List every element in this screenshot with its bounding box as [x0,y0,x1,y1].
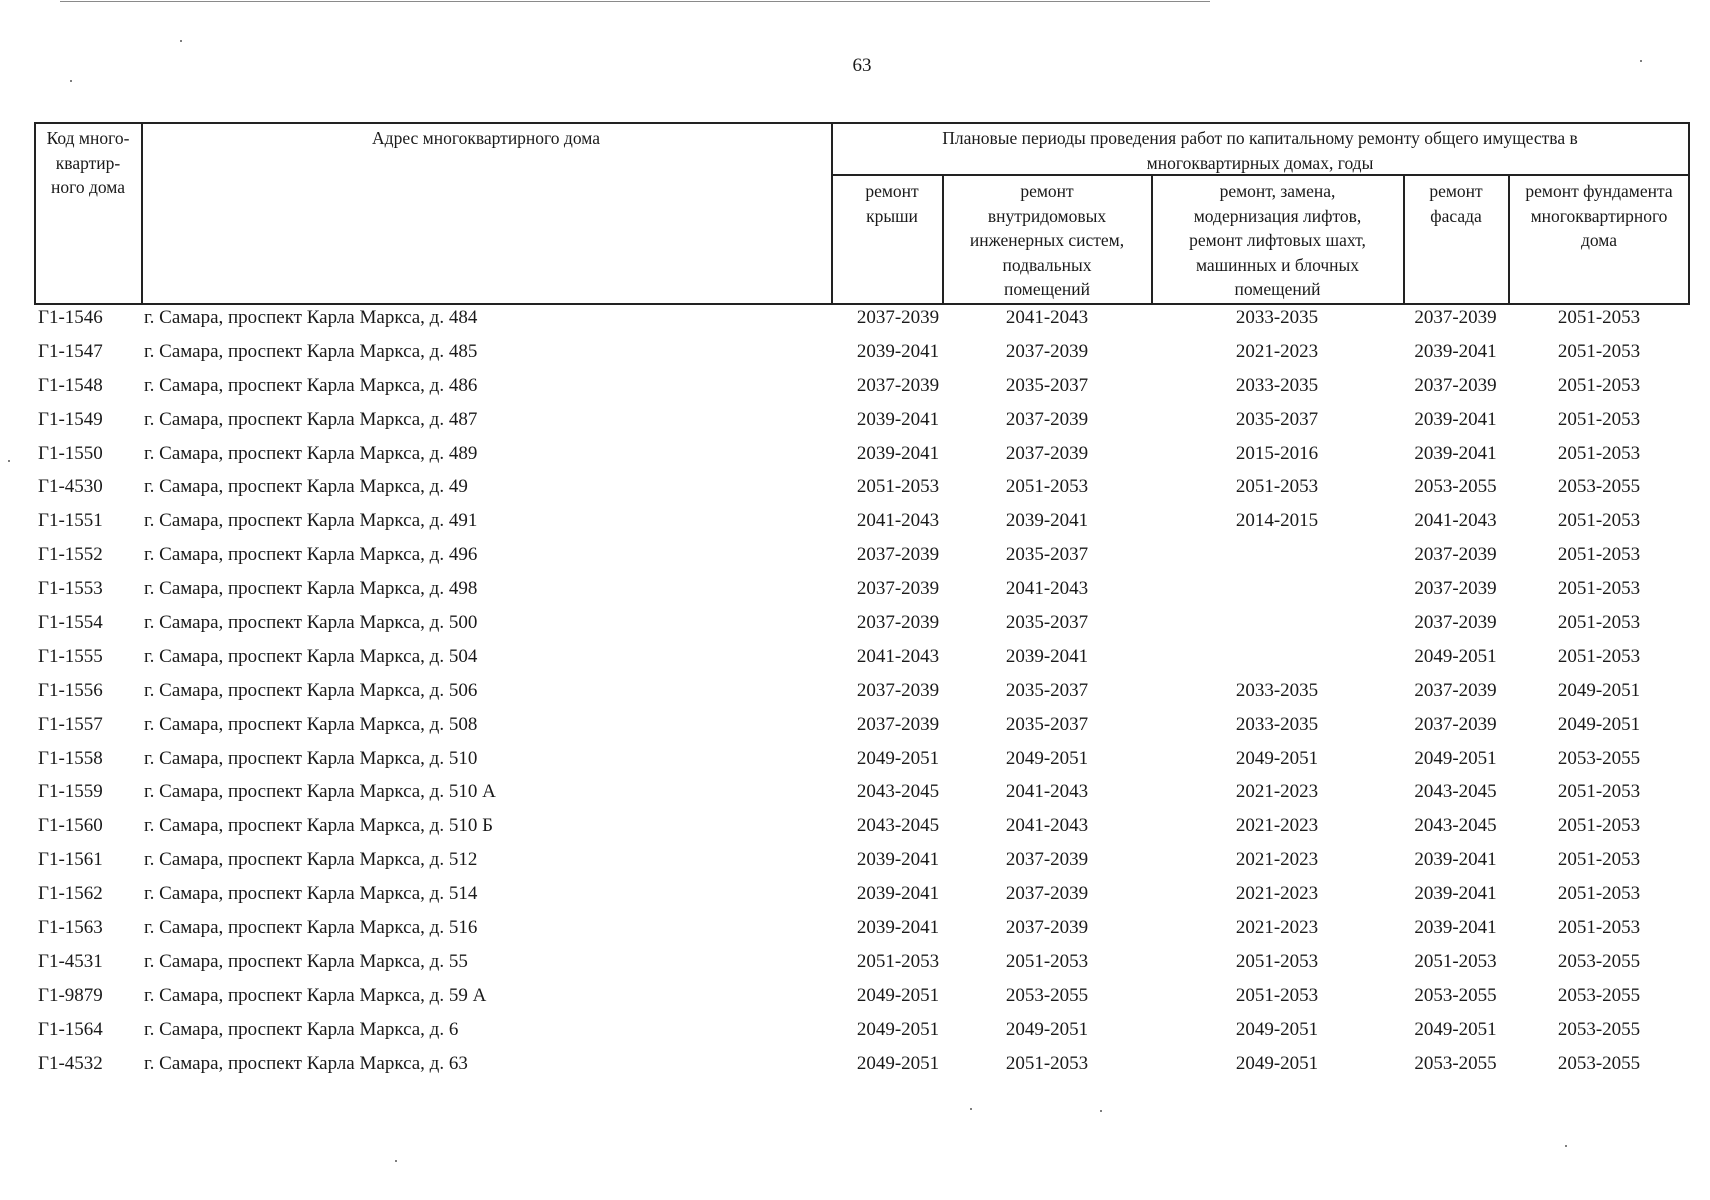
house-code: Г1-1554 [38,612,103,634]
table-row [34,680,1690,714]
engineering-period: 2037-2039 [1005,917,1089,939]
house-address: г. Самара, проспект Карла Маркса, д. 49 [144,476,468,498]
facade-period: 2037-2039 [1414,713,1497,735]
elevator-period: 2049-2051 [1235,1018,1319,1040]
scan-speck [1565,1145,1567,1147]
engineering-period: 2049-2051 [1005,1018,1089,1040]
engineering-period: 2037-2039 [1005,340,1089,362]
table-row [34,578,1690,612]
facade-period: 2051-2053 [1414,950,1497,972]
house-code: Г1-1548 [38,374,103,396]
header-top-border [34,122,1690,124]
engineering-period: 2035-2037 [1005,679,1089,701]
roof-period: 2041-2043 [856,645,940,667]
table-row [34,544,1690,578]
facade-period: 2039-2041 [1414,340,1497,362]
header-planned-periods: Плановые периоды проведения работ по капитальному ремонту общего имущества в многоквартирных домах, годы [942,128,1578,173]
elevator-period: 2021-2023 [1235,917,1319,939]
elevator-period: 2021-2023 [1235,815,1319,837]
foundation-period: 2051-2053 [1557,815,1641,837]
table-row [34,476,1690,510]
table-row [34,917,1690,951]
house-address: г. Самара, проспект Карла Маркса, д. 489 [144,442,478,464]
house-code: Г1-1547 [38,340,103,362]
engineering-period: 2037-2039 [1005,849,1089,871]
foundation-period: 2051-2053 [1557,917,1641,939]
foundation-period: 2053-2055 [1557,984,1641,1006]
scan-edge-line [60,1,1210,2]
foundation-period: 2053-2055 [1557,1052,1641,1074]
scan-speck [8,460,10,462]
engineering-period: 2039-2041 [1005,645,1089,667]
foundation-period: 2053-2055 [1557,747,1641,769]
engineering-period: 2053-2055 [1005,984,1089,1006]
roof-period: 2037-2039 [856,544,940,566]
roof-period: 2037-2039 [856,679,940,701]
table-row [34,714,1690,748]
table-row [34,781,1690,815]
elevator-period: 2021-2023 [1235,781,1319,803]
house-address: г. Самара, проспект Карла Маркса, д. 486 [144,374,478,396]
engineering-period: 2049-2051 [1005,747,1089,769]
facade-period: 2049-2051 [1414,1018,1497,1040]
engineering-period: 2051-2053 [1005,1052,1089,1074]
house-code: Г1-1553 [38,578,103,600]
facade-period: 2037-2039 [1414,578,1497,600]
roof-period: 2049-2051 [856,747,940,769]
header-elevators: ремонт, замена, модернизация лифтов, ремонт лифтовых шахт, машинных и блочных помещений [1189,181,1366,299]
facade-period: 2049-2051 [1414,645,1497,667]
engineering-period: 2037-2039 [1005,408,1089,430]
foundation-period: 2051-2053 [1557,510,1641,532]
elevator-period: 2033-2035 [1235,679,1319,701]
table-row [34,1019,1690,1053]
header-right-border [1688,122,1690,305]
roof-period: 2037-2039 [856,578,940,600]
house-address: г. Самара, проспект Карла Маркса, д. 484 [144,307,478,328]
roof-period: 2039-2041 [856,917,940,939]
elevator-period: 2021-2023 [1235,883,1319,905]
foundation-period: 2053-2055 [1557,476,1641,498]
house-address: г. Самара, проспект Карла Маркса, д. 516 [144,917,478,939]
table-row [34,985,1690,1019]
table-row [34,443,1690,477]
foundation-period: 2051-2053 [1557,374,1641,396]
house-address: г. Самара, проспект Карла Маркса, д. 485 [144,340,478,362]
engineering-period: 2041-2043 [1005,307,1089,328]
elevator-period: 2021-2023 [1235,849,1319,871]
foundation-period: 2053-2055 [1557,1018,1641,1040]
page-number: 63 [852,55,872,76]
header-code: Код много- квартир- ного дома [46,128,130,197]
facade-period: 2053-2055 [1414,1052,1497,1074]
elevator-period: 2033-2035 [1235,374,1319,396]
facade-period: 2037-2039 [1414,307,1497,328]
engineering-period: 2039-2041 [1005,510,1089,532]
house-code: Г1-1560 [38,815,103,837]
house-code: Г1-4530 [38,476,103,498]
facade-period: 2037-2039 [1414,374,1497,396]
foundation-period: 2051-2053 [1557,883,1641,905]
table-row [34,612,1690,646]
foundation-period: 2053-2055 [1557,950,1641,972]
house-address: г. Самара, проспект Карла Маркса, д. 487 [144,408,478,430]
house-code: Г1-1562 [38,883,103,905]
foundation-period: 2051-2053 [1557,442,1641,464]
house-code: Г1-1555 [38,645,103,667]
elevator-period: 2015-2016 [1235,442,1319,464]
engineering-period: 2037-2039 [1005,883,1089,905]
table-row [34,307,1690,341]
header-facade: ремонт фасада [1429,181,1483,226]
facade-period: 2037-2039 [1414,612,1497,634]
house-code: Г1-9879 [38,984,103,1006]
roof-period: 2043-2045 [856,815,940,837]
facade-period: 2037-2039 [1414,544,1497,566]
scan-speck [1100,1110,1102,1112]
roof-period: 2037-2039 [856,612,940,634]
elevator-period: 2021-2023 [1235,340,1319,362]
foundation-period: 2051-2053 [1557,578,1641,600]
house-code: Г1-1556 [38,679,103,701]
facade-period: 2053-2055 [1414,476,1497,498]
elevator-period: 2014-2015 [1235,510,1319,532]
house-code: Г1-1546 [38,307,103,328]
house-code: Г1-1549 [38,408,103,430]
roof-period: 2043-2045 [856,781,940,803]
table-row [34,341,1690,375]
foundation-period: 2049-2051 [1557,713,1641,735]
engineering-period: 2041-2043 [1005,781,1089,803]
roof-period: 2037-2039 [856,307,940,328]
elevator-period: 2051-2053 [1235,476,1319,498]
house-code: Г1-4531 [38,950,103,972]
facade-period: 2039-2041 [1414,408,1497,430]
facade-period: 2039-2041 [1414,849,1497,871]
table-body [34,307,1690,1086]
table-row [34,951,1690,985]
header-foundation: ремонт фундамента многоквартирного дома [1525,181,1673,250]
table-row [34,883,1690,917]
roof-period: 2039-2041 [856,883,940,905]
foundation-period: 2051-2053 [1557,340,1641,362]
roof-period: 2037-2039 [856,713,940,735]
roof-period: 2041-2043 [856,510,940,532]
house-address: г. Самара, проспект Карла Маркса, д. 59 А [144,984,487,1006]
scan-speck [180,40,182,42]
roof-period: 2049-2051 [856,1052,940,1074]
foundation-period: 2051-2053 [1557,408,1641,430]
house-code: Г1-1564 [38,1018,103,1040]
header-address: Адрес многоквартирного дома [372,128,600,148]
roof-period: 2051-2053 [856,476,940,498]
table-row [34,748,1690,782]
foundation-period: 2051-2053 [1557,307,1641,328]
engineering-period: 2037-2039 [1005,442,1089,464]
table-row [34,510,1690,544]
house-address: г. Самара, проспект Карла Маркса, д. 63 [144,1052,468,1074]
facade-period: 2039-2041 [1414,442,1497,464]
table-row [34,375,1690,409]
facade-period: 2049-2051 [1414,747,1497,769]
house-address: г. Самара, проспект Карла Маркса, д. 514 [144,883,478,905]
house-code: Г1-1550 [38,442,103,464]
facade-period: 2053-2055 [1414,984,1497,1006]
facade-period: 2037-2039 [1414,679,1497,701]
foundation-period: 2051-2053 [1557,645,1641,667]
house-address: г. Самара, проспект Карла Маркса, д. 491 [144,510,478,532]
house-code: Г1-1561 [38,849,103,871]
elevator-period: 2051-2053 [1235,950,1319,972]
house-code: Г1-1558 [38,747,103,769]
house-address: г. Самара, проспект Карла Маркса, д. 496 [144,544,478,566]
house-address: г. Самара, проспект Карла Маркса, д. 498 [144,578,478,600]
header-bottom-border [34,303,1690,305]
engineering-period: 2051-2053 [1005,476,1089,498]
facade-period: 2043-2045 [1414,815,1497,837]
roof-period: 2049-2051 [856,1018,940,1040]
table-row [34,646,1690,680]
house-code: Г1-1557 [38,713,103,735]
engineering-period: 2035-2037 [1005,374,1089,396]
facade-period: 2039-2041 [1414,883,1497,905]
table-row [34,1053,1690,1087]
foundation-period: 2051-2053 [1557,781,1641,803]
facade-period: 2039-2041 [1414,917,1497,939]
elevator-period: 2035-2037 [1235,408,1319,430]
house-address: г. Самара, проспект Карла Маркса, д. 506 [144,679,478,701]
house-address: г. Самара, проспект Карла Маркса, д. 510 Б [144,815,494,837]
table-row [34,409,1690,443]
house-address: г. Самара, проспект Карла Маркса, д. 508 [144,713,478,735]
house-address: г. Самара, проспект Карла Маркса, д. 510 А [144,781,496,803]
engineering-period: 2041-2043 [1005,815,1089,837]
table-header [34,122,1690,305]
foundation-period: 2051-2053 [1557,544,1641,566]
house-code: Г1-1563 [38,917,103,939]
engineering-period: 2035-2037 [1005,544,1089,566]
elevator-period: 2051-2053 [1235,984,1319,1006]
house-address: г. Самара, проспект Карла Маркса, д. 512 [144,849,478,871]
engineering-period: 2035-2037 [1005,612,1089,634]
house-code: Г1-1551 [38,510,103,532]
roof-period: 2039-2041 [856,442,940,464]
foundation-period: 2049-2051 [1557,679,1641,701]
house-address: г. Самара, проспект Карла Маркса, д. 6 [144,1018,459,1040]
roof-period: 2051-2053 [856,950,940,972]
engineering-period: 2041-2043 [1005,578,1089,600]
header-engineering: ремонт внутридомовых инженерных систем, подвальных помещений [969,181,1125,299]
house-code: Г1-1552 [38,544,103,566]
elevator-period: 2033-2035 [1235,713,1319,735]
house-address: г. Самара, проспект Карла Маркса, д. 500 [144,612,478,634]
engineering-period: 2035-2037 [1005,713,1089,735]
elevator-period: 2033-2035 [1235,307,1319,328]
foundation-period: 2051-2053 [1557,612,1641,634]
table-row [34,849,1690,883]
foundation-period: 2051-2053 [1557,849,1641,871]
scan-speck [395,1160,397,1162]
house-address: г. Самара, проспект Карла Маркса, д. 504 [144,645,478,667]
scan-speck [70,80,72,82]
roof-period: 2039-2041 [856,849,940,871]
roof-period: 2049-2051 [856,984,940,1006]
roof-period: 2039-2041 [856,340,940,362]
elevator-period: 2049-2051 [1235,747,1319,769]
facade-period: 2043-2045 [1414,781,1497,803]
header-roof: ремонт крыши [865,181,919,226]
scan-speck [970,1108,972,1110]
scan-speck [1640,60,1642,62]
engineering-period: 2051-2053 [1005,950,1089,972]
roof-period: 2039-2041 [856,408,940,430]
house-code: Г1-1559 [38,781,103,803]
roof-period: 2037-2039 [856,374,940,396]
house-code: Г1-4532 [38,1052,103,1074]
facade-period: 2041-2043 [1414,510,1497,532]
elevator-period: 2049-2051 [1235,1052,1319,1074]
house-address: г. Самара, проспект Карла Маркса, д. 510 [144,747,478,769]
table-row [34,815,1690,849]
house-address: г. Самара, проспект Карла Маркса, д. 55 [144,950,468,972]
